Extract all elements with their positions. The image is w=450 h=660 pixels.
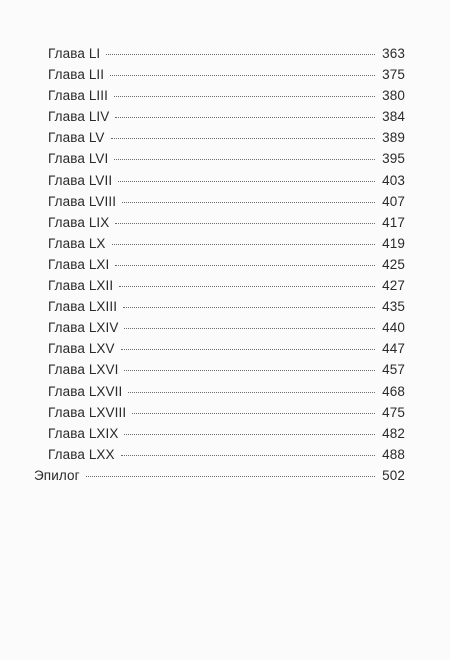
toc-entry <box>34 299 405 320</box>
toc-entry-page: 425 <box>382 256 405 272</box>
dot-leader <box>118 181 375 182</box>
toc-entry-page: 417 <box>382 214 405 230</box>
toc-entry <box>34 278 405 299</box>
dot-leader <box>132 413 375 414</box>
dot-leader <box>121 455 375 456</box>
toc-entry-title: Глава LXVI <box>48 362 119 378</box>
toc-entry <box>34 341 405 362</box>
toc-entry-page: 389 <box>382 130 405 146</box>
toc-entry-title: Эпилог <box>34 467 80 483</box>
dot-leader <box>111 138 375 139</box>
toc-entry-title: Глава LXV <box>48 341 115 357</box>
toc-entry <box>34 194 405 215</box>
dot-leader <box>119 286 375 287</box>
dot-leader <box>110 75 375 76</box>
dot-leader <box>106 54 375 55</box>
toc-entry-title: Глава LVIII <box>48 193 117 209</box>
toc-entry-title: Глава LII <box>48 67 105 83</box>
dot-leader <box>124 434 375 435</box>
toc-entry <box>34 426 405 447</box>
toc-entry <box>34 173 405 194</box>
dot-leader <box>112 244 375 245</box>
toc-entry-page: 419 <box>382 235 405 251</box>
toc-entry-page: 395 <box>382 151 405 167</box>
dot-leader <box>128 392 375 393</box>
dot-leader <box>121 349 375 350</box>
toc-entry-title: Глава LX <box>48 235 106 251</box>
toc-entry <box>34 109 405 130</box>
toc-entry-title: Глава LXX <box>48 446 115 462</box>
toc-entry <box>34 46 405 67</box>
dot-leader <box>123 307 375 308</box>
toc-entry-page: 380 <box>382 88 405 104</box>
toc-entry-epilogue <box>34 468 405 489</box>
toc-entry <box>34 384 405 405</box>
dot-leader <box>124 370 375 371</box>
toc-entry-title: Глава LXI <box>48 256 110 272</box>
toc-entry-page: 384 <box>382 109 405 125</box>
toc-entry-title: Глава LVII <box>48 172 113 188</box>
toc-entry <box>34 447 405 468</box>
toc-entry-title: Глава LI <box>48 46 101 61</box>
toc-entry-page: 427 <box>382 278 405 294</box>
toc-entry-title: Глава LXVIII <box>48 404 127 420</box>
toc-entry-page: 457 <box>382 362 405 378</box>
dot-leader <box>114 96 375 97</box>
dot-leader <box>114 159 375 160</box>
toc-entry-page: 502 <box>382 467 405 483</box>
toc-entry-title: Глава LXIX <box>48 425 119 441</box>
toc-entry <box>34 88 405 109</box>
toc-entry-title: Глава LIII <box>48 88 108 104</box>
toc-entry-page: 468 <box>382 383 405 399</box>
toc-entry-title: Глава LVI <box>48 151 109 167</box>
toc-entry-title: Глава LXIII <box>48 299 118 315</box>
toc-entry-page: 435 <box>382 299 405 315</box>
dot-leader <box>115 117 375 118</box>
toc-entry-title: Глава LXIV <box>48 320 119 336</box>
dot-leader <box>86 476 375 477</box>
table-of-contents <box>34 46 405 489</box>
toc-entry <box>34 130 405 151</box>
toc-entry-page: 488 <box>382 446 405 462</box>
toc-entry-page: 363 <box>382 46 405 61</box>
toc-entry-page: 440 <box>382 320 405 336</box>
toc-entry <box>34 215 405 236</box>
toc-entry-page: 482 <box>382 425 405 441</box>
toc-entry-page: 403 <box>382 172 405 188</box>
toc-entry-title: Глава LIV <box>48 109 110 125</box>
dot-leader <box>115 223 375 224</box>
toc-entry <box>34 405 405 426</box>
toc-entry <box>34 67 405 88</box>
toc-entry-page: 407 <box>382 193 405 209</box>
toc-entry-title: Глава LIX <box>48 214 110 230</box>
toc-entry <box>34 362 405 383</box>
toc-entry <box>34 257 405 278</box>
toc-entry <box>34 320 405 341</box>
dot-leader <box>124 328 375 329</box>
toc-entry-title: Глава LXII <box>48 278 114 294</box>
toc-entry-page: 447 <box>382 341 405 357</box>
toc-entry-title: Глава LV <box>48 130 105 146</box>
toc-entry-page: 475 <box>382 404 405 420</box>
dot-leader <box>122 202 375 203</box>
toc-entry-page: 375 <box>382 67 405 83</box>
dot-leader <box>115 265 375 266</box>
toc-entry-title: Глава LXVII <box>48 383 123 399</box>
toc-entry <box>34 151 405 172</box>
toc-entry <box>34 236 405 257</box>
